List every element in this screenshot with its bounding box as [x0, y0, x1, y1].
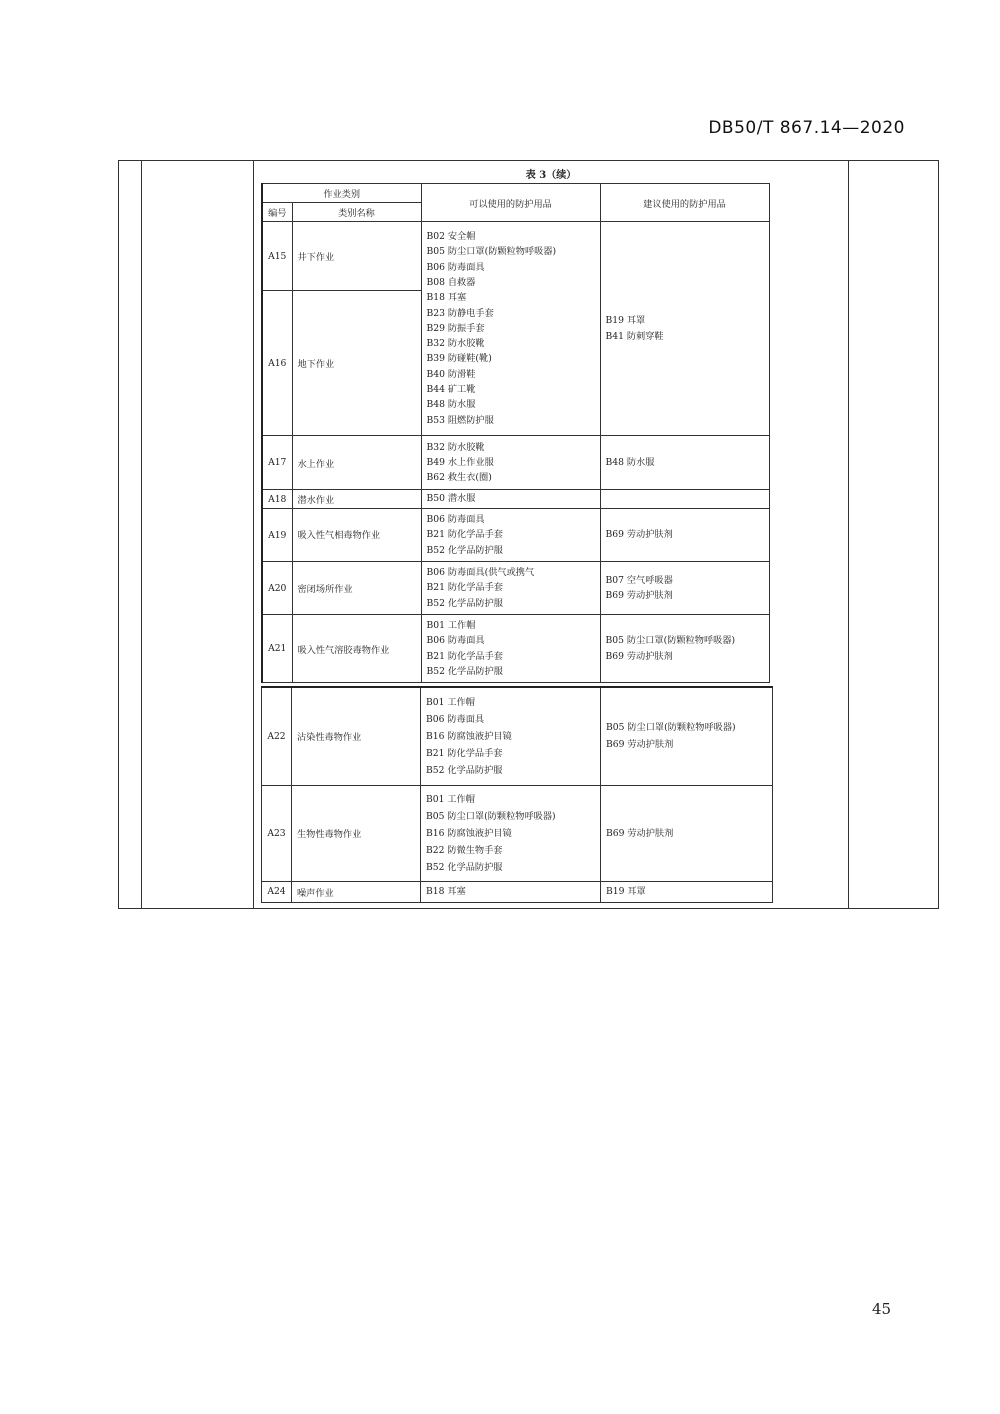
list-item: B16 防腐蚀液护目镜 [426, 827, 512, 839]
row-name: 沾染性毒物作业 [292, 687, 421, 785]
list-item: B39 防碰鞋(靴) [426, 353, 492, 365]
list-item: B50 潜水服 [426, 493, 476, 505]
list-item: B18 耳塞 [426, 292, 467, 304]
usable-items [421, 687, 601, 785]
list-item: B52 化学品防护服 [426, 861, 503, 873]
list-item: B21 防化学品手套 [426, 529, 503, 541]
table-row [262, 436, 769, 490]
page-number: 45 [872, 1300, 892, 1318]
header-code: 编号 [262, 203, 292, 222]
suggested-items [601, 687, 773, 785]
list-item: B52 化学品防护服 [426, 764, 503, 776]
list-item: B29 防振手套 [426, 322, 485, 334]
row-name: 地下作业 [292, 291, 421, 436]
list-item: B08 自救器 [426, 276, 476, 288]
row-name: 密闭场所作业 [292, 562, 421, 615]
row-name: 噪声作业 [292, 881, 421, 902]
list-item: B05 防尘口罩(防颗粒物呼吸器) [426, 810, 556, 822]
table-row [262, 222, 769, 291]
list-item: B52 化学品防护服 [426, 665, 503, 677]
list-item: B06 防毒面具 [426, 261, 485, 273]
list-item: B05 防尘口罩(防颗粒物呼吸器) [606, 722, 736, 734]
list-item: B23 防静电手套 [426, 307, 494, 319]
row-code: A23 [262, 785, 292, 881]
list-item: B21 防化学品手套 [426, 582, 503, 594]
table-row [262, 490, 769, 509]
list-item: B53 阻燃防护服 [426, 414, 494, 426]
row-code: A18 [262, 490, 292, 509]
usable-items [421, 881, 601, 902]
list-item: B01 工作帽 [426, 619, 476, 631]
row-name: 潜水作业 [292, 490, 421, 509]
usable-items [421, 509, 600, 562]
list-item: B40 防滑鞋 [426, 368, 476, 380]
header-suggested: 建议使用的防护用品 [600, 184, 769, 222]
row-code: A17 [262, 436, 292, 490]
usable-items [421, 562, 600, 615]
document-number: DB50/T 867.14—2020 [708, 118, 905, 138]
table-row [262, 687, 773, 785]
list-item: B32 防水胶靴 [426, 338, 485, 350]
row-code: A24 [262, 881, 292, 902]
list-item: B48 防水服 [426, 399, 476, 411]
suggested-items [600, 490, 769, 509]
list-item: B21 防化学品手套 [426, 650, 503, 662]
list-item: B52 化学品防护服 [426, 597, 503, 609]
row-name: 井下作业 [292, 222, 421, 291]
table-caption: 表 3（续） [525, 170, 577, 181]
table-row [262, 881, 773, 902]
row-name: 吸入性气相毒物作业 [292, 509, 421, 562]
suggested-items [600, 615, 769, 683]
list-item: B01 工作帽 [426, 793, 475, 805]
list-item: B06 防毒面具 [426, 713, 485, 725]
row-code: A15 [262, 222, 292, 291]
list-item: B69 劳动护肤剂 [606, 739, 674, 751]
usable-items [421, 490, 600, 509]
usable-items [421, 785, 601, 881]
ppe-table-upper [261, 183, 770, 683]
suggested-items [600, 222, 769, 436]
row-name: 吸入性气溶胶毒物作业 [292, 615, 421, 683]
list-item: B69 劳动护肤剂 [605, 529, 673, 541]
list-item: B06 防毒面具 [426, 514, 485, 526]
frame-divider [141, 161, 142, 908]
suggested-items [601, 881, 773, 902]
table-row [262, 562, 769, 615]
ppe-table-lower [261, 686, 773, 903]
usable-items [421, 615, 600, 683]
list-item: B22 防微生物手套 [426, 844, 503, 856]
table-row [262, 509, 769, 562]
list-item: B62 救生衣(圈) [426, 472, 492, 484]
list-item: B69 劳动护肤剂 [605, 590, 673, 601]
header-category: 作业类别 [262, 184, 421, 203]
list-item: B41 防刺穿鞋 [605, 330, 664, 342]
suggested-items [600, 562, 769, 615]
list-item: B48 防水服 [605, 456, 655, 468]
table-row [262, 785, 773, 881]
row-code: A16 [262, 291, 292, 436]
list-item: B44 矿工靴 [426, 384, 476, 396]
list-item: B52 化学品防护服 [426, 544, 503, 556]
row-code: A20 [262, 562, 292, 615]
list-item: B07 空气呼吸器 [605, 574, 673, 586]
row-code: A19 [262, 509, 292, 562]
table-header-row [262, 184, 769, 203]
list-item: B32 防水胶靴 [426, 441, 485, 453]
list-item: B18 耳塞 [426, 886, 466, 897]
list-item: B05 防尘口罩(防颗粒物呼吸器) [426, 246, 557, 258]
list-item: B69 劳动护肤剂 [606, 827, 674, 839]
row-code: A22 [262, 687, 292, 785]
list-item: B05 防尘口罩(防颗粒物呼吸器) [605, 635, 736, 647]
suggested-items [600, 509, 769, 562]
list-item: B01 工作帽 [426, 696, 475, 708]
row-code: A21 [262, 615, 292, 683]
list-item: B16 防腐蚀液护目镜 [426, 730, 512, 742]
header-usable: 可以使用的防护用品 [421, 184, 600, 222]
frame-divider [848, 161, 849, 908]
list-item: B19 耳罩 [606, 886, 646, 897]
table-row [262, 615, 769, 683]
usable-items [421, 222, 600, 436]
row-name: 水上作业 [292, 436, 421, 490]
row-name: 生物性毒物作业 [292, 785, 421, 881]
list-item: B49 水上作业服 [426, 456, 494, 468]
list-item: B69 劳动护肤剂 [605, 650, 673, 662]
frame-divider [253, 161, 254, 908]
usable-items [421, 436, 600, 490]
suggested-items [600, 436, 769, 490]
list-item: B06 防毒面具 [426, 635, 485, 647]
list-item: B06 防毒面具(供气或携气 [426, 567, 535, 579]
list-item: B02 安全帽 [426, 231, 476, 243]
header-name: 类别名称 [292, 203, 421, 222]
suggested-items [601, 785, 773, 881]
list-item: B21 防化学品手套 [426, 747, 503, 759]
list-item: B19 耳罩 [605, 315, 646, 327]
